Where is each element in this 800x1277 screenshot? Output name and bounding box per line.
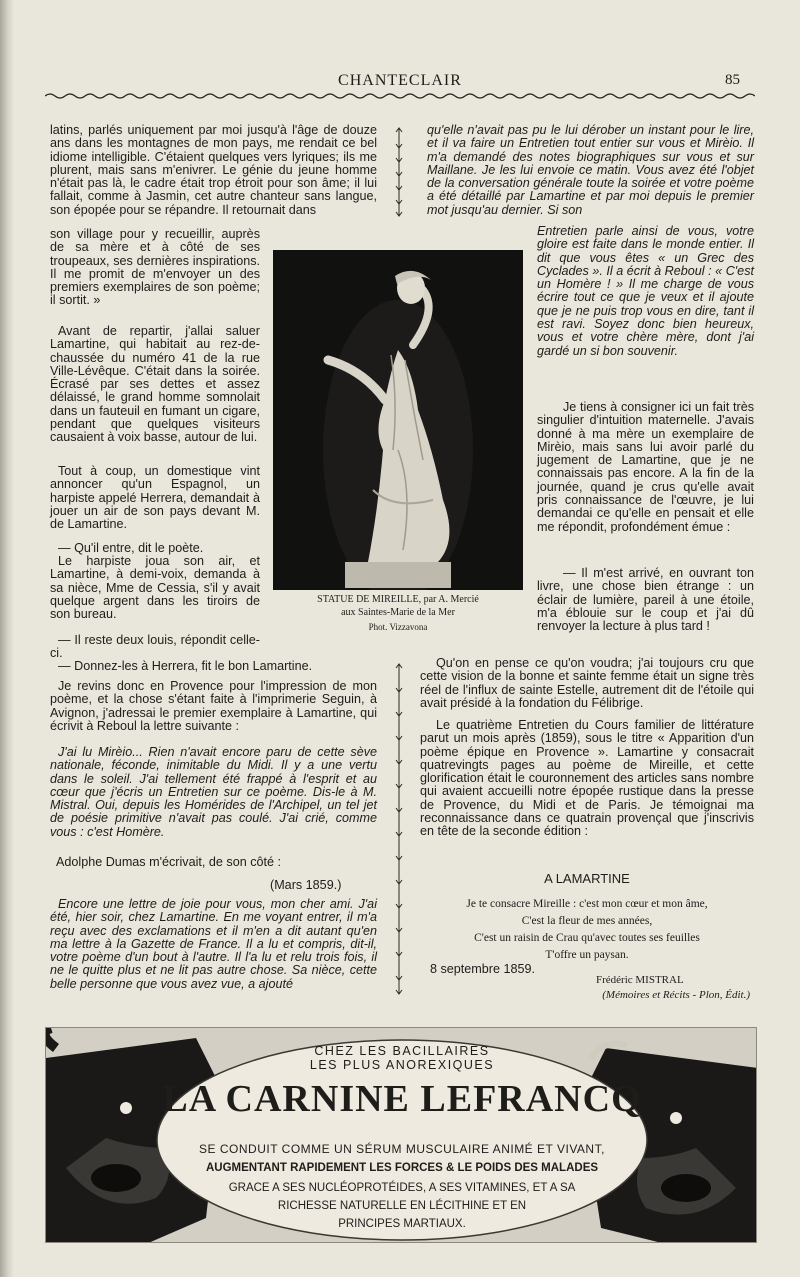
poem-line: Je te consacre Mireille : c'est mon cœur et mon âme, [466, 898, 708, 910]
right-quote-continued-2: Entretien parle ainsi de vous, votre gloire est faite dans le monde entier. Il dit que vous êtes « un Grec des Cyclades ». Il a écrit à Reboul : « C'est un Homère ! » Il me charge de vous écrire tout ce que je veux et il ajoute que je ne puis trop vous en dire, tant il est ravi. Soyez donc bien heureux, vous et votre chère mère, dont j'ai gardé un si bon souvenir. [537, 224, 754, 358]
statue-photograph [273, 250, 523, 590]
running-header-title: CHANTECLAIR [338, 72, 462, 89]
photo-credit: Phot. Vizzavona [368, 622, 428, 632]
poem-date: 8 septembre 1859. [430, 962, 536, 976]
left-paragraph-6: — Il reste deux louis, répondit celle-ci. [50, 633, 260, 661]
ad-line-1: SE CONDUIT COMME UN SÉRUM MUSCULAIRE ANIMÉ ET VIVANT, [199, 1142, 605, 1156]
left-paragraph-1: latins, parlés uniquement par moi jusqu'à l'âge de douze ans dans les montagnes de mon pays, me rendait ce bel idiome intelligible. C'étaient quelques vers lyriques; ils me plurent, mais sans m'enivrer. Le génie du jeune homme n'était pas là, le cadre était trop étroit pour son âme; il lui fallait, comme à Jasmin, cet autre chanteur sans langue, son épopée pour se répandre. Il retournait dans [50, 123, 377, 217]
letter-date: (Mars 1859.) [270, 878, 342, 892]
ad-line-5: PRINCIPES MARTIAUX. [338, 1218, 466, 1230]
dumas-letter-quote: Encore une lettre de joie pour vous, mon cher ami. J'ai été, hier soir, chez Lamartine. En me voyant entrer, il m'a reçu avec des exclamations et il m'en a dit autant qu'en ma lettre à la Gazette de France. Il a lu et compris, dit-il, votre poème d'un bout à l'autre. Il l'a lu et relu trois fois, il ne le quitte plus et ne lit pas autre chose. Sa nièce, cette belle personne que vous avez vue, a ajouté [50, 897, 377, 991]
right-paragraph-5: Le quatrième Entretien du Cours familier de littérature parut un mois après (1859), sous le titre « Apparition d'un poème épique en Provence ». Lamartine y consacrait quatrevingts pages au poème de Mireille, et cette glorification était le couronnement des articles sans nombre qui avaient accueilli notre épopée rustique dans la presse de Provence, du Midi et de Paris. Je témoignai ma reconnaissance dans ce quatrain provençal que j'inscrivis en tête de la seconde édition : [420, 718, 754, 839]
ad-line-3: GRACE A SES NUCLÉOPROTÉIDES, A SES VITAMINES, ET A SA [228, 1182, 576, 1194]
left-paragraph-1-continued: son village pour y recueillir, auprès de sa mère et à côté de ses troupeaux, ses dernières inspirations. Il me promit de m'envoyer un des premiers exemplaires de son poème; il sortit. » [50, 227, 260, 308]
figure-caption-line-1: STATUE DE MIREILLE, par A. Mercié [317, 594, 479, 605]
ad-brand-name: LA CARNINE LEFRANCQ [162, 1078, 642, 1120]
left-paragraph-5: Le harpiste joua son air, et Lamartine, à demi-voix, demanda à sa nièce, Mme de Cessia, s'il y avait quelque argent dans les tiroirs de son bureau. [50, 554, 260, 622]
page-binding-edge [0, 0, 14, 1277]
author-signature: Frédéric MISTRAL [596, 974, 684, 986]
figure-caption-line-2: aux Saintes-Marie de la Mer [341, 607, 455, 618]
source-citation: (Mémoires et Récits - Plon, Édit.) [602, 989, 750, 1001]
header-ornamental-rule [45, 92, 755, 100]
left-paragraph-8: Je revins donc en Provence pour l'impression de mon poème, et la chose s'étant faite à l'imprimerie Seguin, à Avignon, j'adressai le premier exemplaire à Lamartine, qui écrivit à Reboul la lettre suivante : [50, 679, 377, 733]
ad-line-2: AUGMENTANT RAPIDEMENT LES FORCES & LE POIDS DES MALADES [205, 1162, 599, 1174]
right-paragraph-4: Qu'on en pense ce qu'on voudra; j'ai toujours cru que cette vision de la bonne et sainte femme était un signe très réel de l'influx de sainte Estelle, autrement dit de l'étoile qui avait présidé à la fondation du Félibrige. [420, 656, 754, 710]
left-paragraph-7: — Donnez-les à Herrera, fit le bon Lamartine. [58, 659, 313, 673]
ad-top-line-2: LES PLUS ANOREXIQUES [309, 1058, 495, 1072]
column-divider-top [393, 122, 405, 222]
page-number: 85 [725, 72, 740, 88]
poem [420, 896, 754, 964]
carnine-lefrancq-advertisement [45, 1027, 757, 1243]
left-paragraph-4: — Qu'il entre, dit le poète. [58, 541, 204, 555]
right-quote-continued: qu'elle n'avait pas pu le lui dérober un instant pour le lire, et il va faire un Entretien tout entier sur vous et Mirèio. Il m'a demandé des notes biographiques sur vous et sur Maillane. Je les lui envoie ce matin. Vous avez été l'objet de la conversation générale toute la soirée et votre poème a été détaillé par Lamartine et par moi depuis le premier mot jusqu'au dernier. Si son [427, 123, 754, 217]
ad-top-line-1: CHEZ LES BACILLAIRES [314, 1044, 490, 1058]
left-paragraph-2: Avant de repartir, j'allai saluer Lamartine, qui habitait au rez-de-chaussée du numéro 41 de la rue Ville-Lévêque. C'était dans la soirée. Écrasé par ses dettes et assez délaissé, le grand homme somnolait dans un fauteuil en fumant un cigare, pendant que quelques visiteurs causaient à voix basse, autour de lui. [50, 324, 260, 445]
poem-title: A LAMARTINE [544, 871, 630, 886]
ad-line-4: RICHESSE NATURELLE EN LÉCITHINE ET EN [277, 1200, 527, 1212]
left-paragraph-10: Adolphe Dumas m'écrivait, de son côté : [56, 855, 282, 869]
lamartine-letter-quote: J'ai lu Mirèio... Rien n'avait encore paru de cette sève nationale, féconde, inimitable du Midi. Il y a une vertu dans le soleil. J'ai tellement été frappé à l'esprit et au cœur que j'écris un Entretien sur ce poème. Dis-le à M. Mistral. Oui, depuis les Homérides de l'Archipel, un tel jet de poésie primitive n'avait pas coulé. J'ai crié, comme vous : c'est Homère. [50, 745, 377, 839]
poem-line: C'est un raisin de Crau qu'avec toutes ses feuilles [474, 932, 700, 944]
right-paragraph-3: — Il m'est arrivé, en ouvrant ton livre, une chose bien étrange : un éclair de lumière, pareil à une étoile, m'a éblouie sur le coup et j'ai dû renvoyer la lecture à plus tard ! [537, 566, 754, 634]
left-paragraph-3: Tout à coup, un domestique vint annoncer qu'un Espagnol, un harpiste appelé Herrera, demandait à jouer un air de son pays devant M. de Lamartine. [50, 464, 260, 532]
column-divider-bottom [393, 658, 405, 1000]
poem-line: C'est la fleur de mes années, [521, 915, 653, 927]
right-paragraph-2: Je tiens à consigner ici un fait très singulier d'intuition maternelle. J'avais donné à ma mère un exemplaire de Mirèio, mais sans lui avoir parlé du jugement de Lamartine, que je ne connaissais pas encore. A la fin de la journée, quand je crus qu'elle avait pris connaissance de l'œuvre, je lui demandai ce qu'elle en pensait et elle me répondit, profondément émue : [537, 400, 754, 534]
poem-line: T'offre un paysan. [545, 949, 629, 961]
